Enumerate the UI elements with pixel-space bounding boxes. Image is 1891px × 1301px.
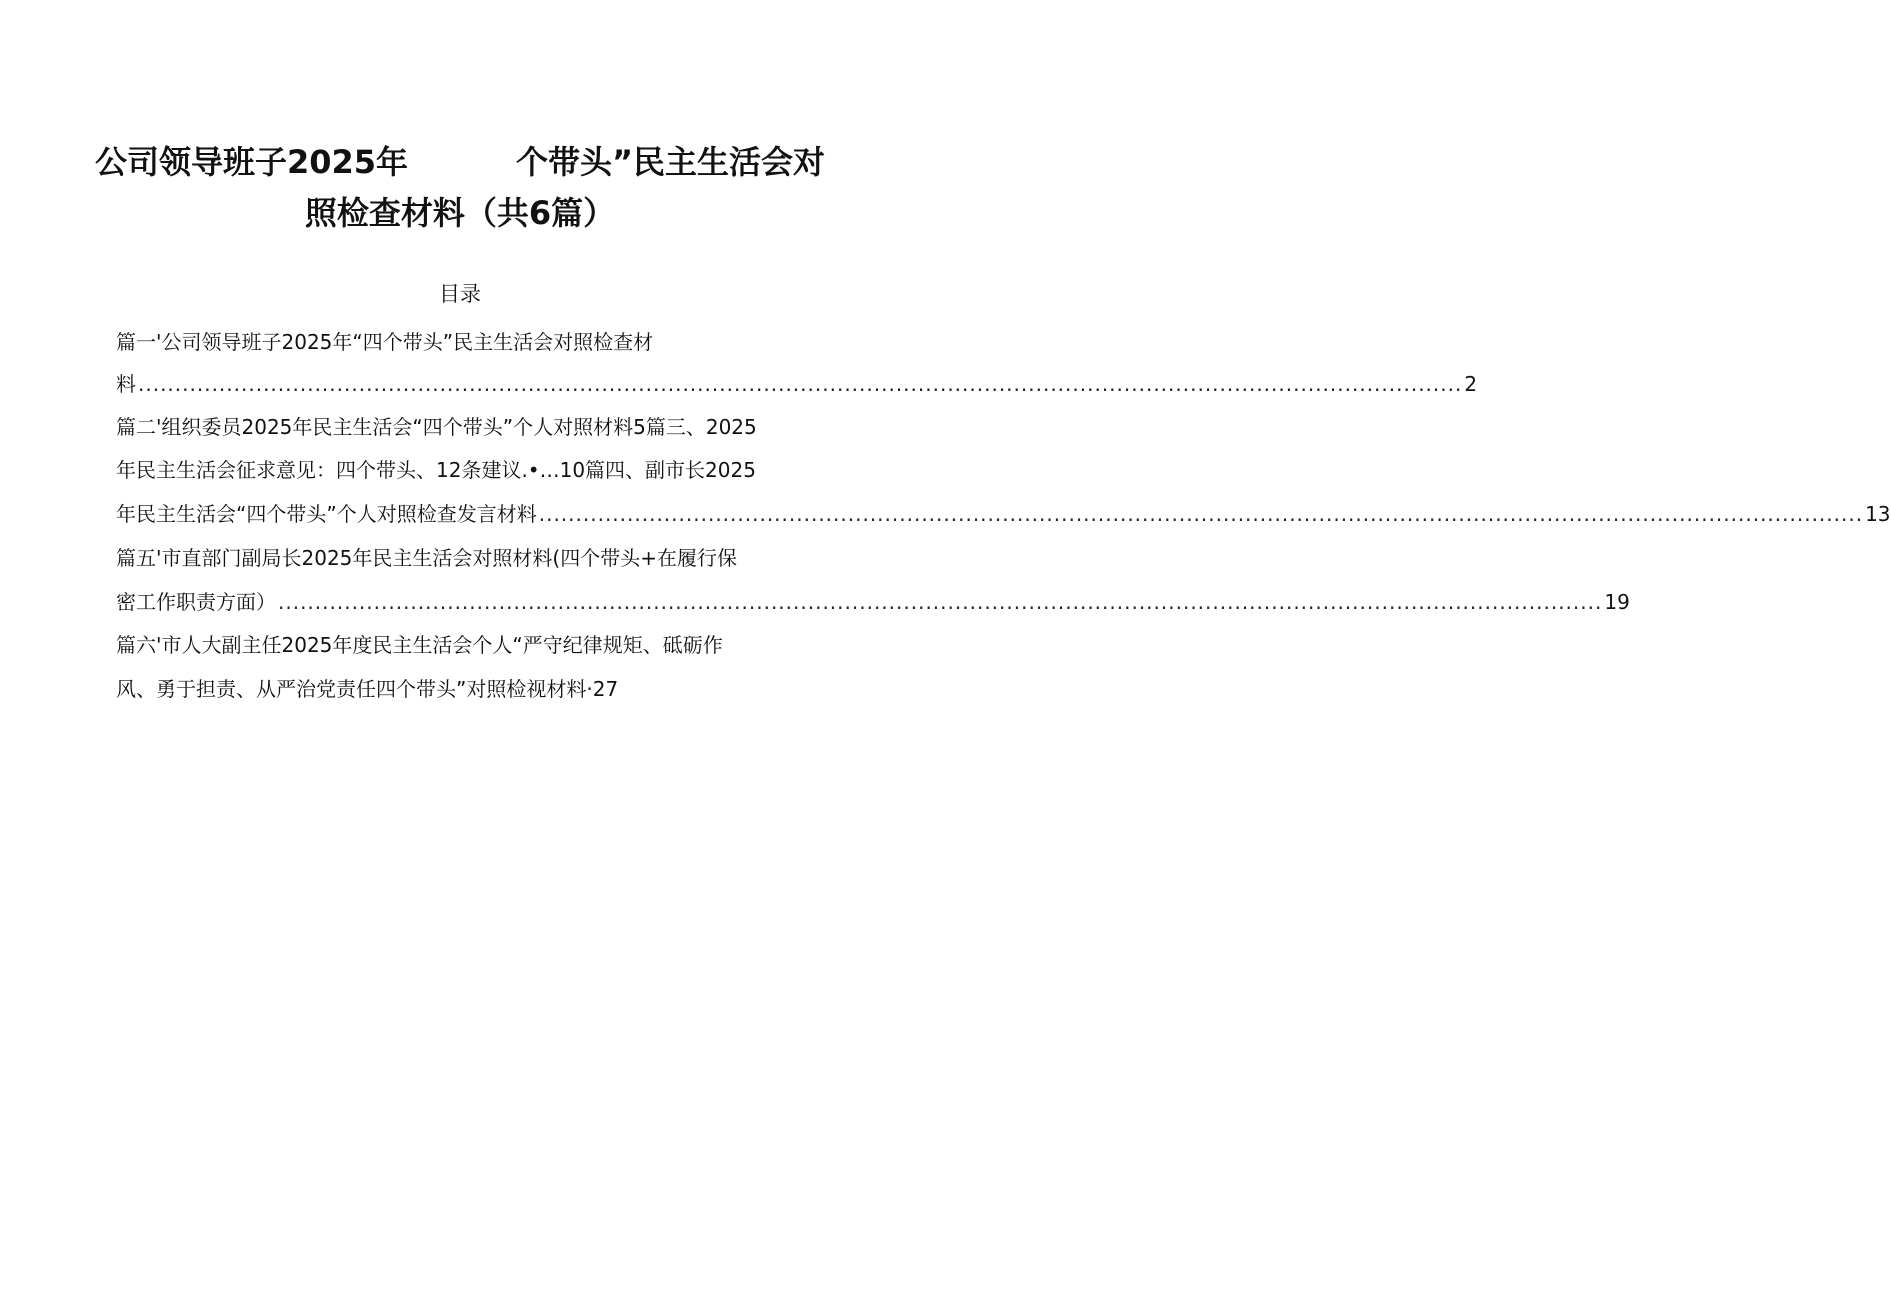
toc-line-7[interactable] [116, 587, 1630, 617]
toc-line-text: 篇六'市人大副主任2025年度民主生活会个人“严守纪律规矩、砥砺作 [116, 633, 723, 657]
toc-line-3[interactable] [116, 412, 830, 442]
toc-leader-dots: .................................................................................................................................................................................... [138, 372, 1463, 396]
toc-line-text: 篇二'组织委员2025年民主生活会“四个带头”个人对照材料5篇三、2025 [116, 415, 757, 439]
toc-line-text: 年民主生活会“四个带头”个人对照检查发言材料 [116, 502, 537, 526]
toc-leader-dots: .................................................................................................................................................................................... [538, 502, 1864, 526]
toc-leader-dots: .................................................................................................................................................................................... [278, 590, 1603, 614]
toc-line-8[interactable] [116, 630, 830, 660]
toc-line-9[interactable] [116, 674, 830, 704]
toc-line-1[interactable] [116, 327, 830, 357]
document-title-line-1 [0, 137, 920, 183]
toc-line-2[interactable] [116, 369, 1478, 399]
toc-line-text: 风、勇于担责、从严治党责任四个带头”对照检视材料·27 [116, 677, 619, 701]
toc-line-text: 密工作职责方面） [116, 590, 276, 614]
toc-line-4[interactable] [116, 455, 830, 485]
toc-page-number: 19 [1604, 590, 1630, 614]
toc-line-text: 年民主生活会征求意见：四个带头、12条建议.•…10篇四、副市长2025 [116, 458, 756, 482]
toc-line-text: 篇一'公司领导班子2025年“四个带头”民主生活会对照检查材 [116, 330, 654, 354]
toc-line-text: 料 [116, 372, 136, 396]
document-title-line-2: 照检查材料（共6篇） [304, 194, 616, 232]
toc-heading: 目录 [439, 282, 481, 306]
toc-line-6[interactable] [116, 543, 830, 573]
title-part-a: 公司领导班子2025年 [94, 143, 409, 181]
toc-line-text: 篇五'市直部门副局长2025年民主生活会对照材料(四个带头+在履行保 [116, 546, 737, 570]
title-part-b: 个带头”民主生活会对 [516, 143, 826, 181]
toc-page-number: 2 [1464, 372, 1478, 396]
toc-line-5[interactable] [116, 499, 1891, 529]
toc-page-number: 13 [1865, 502, 1891, 526]
